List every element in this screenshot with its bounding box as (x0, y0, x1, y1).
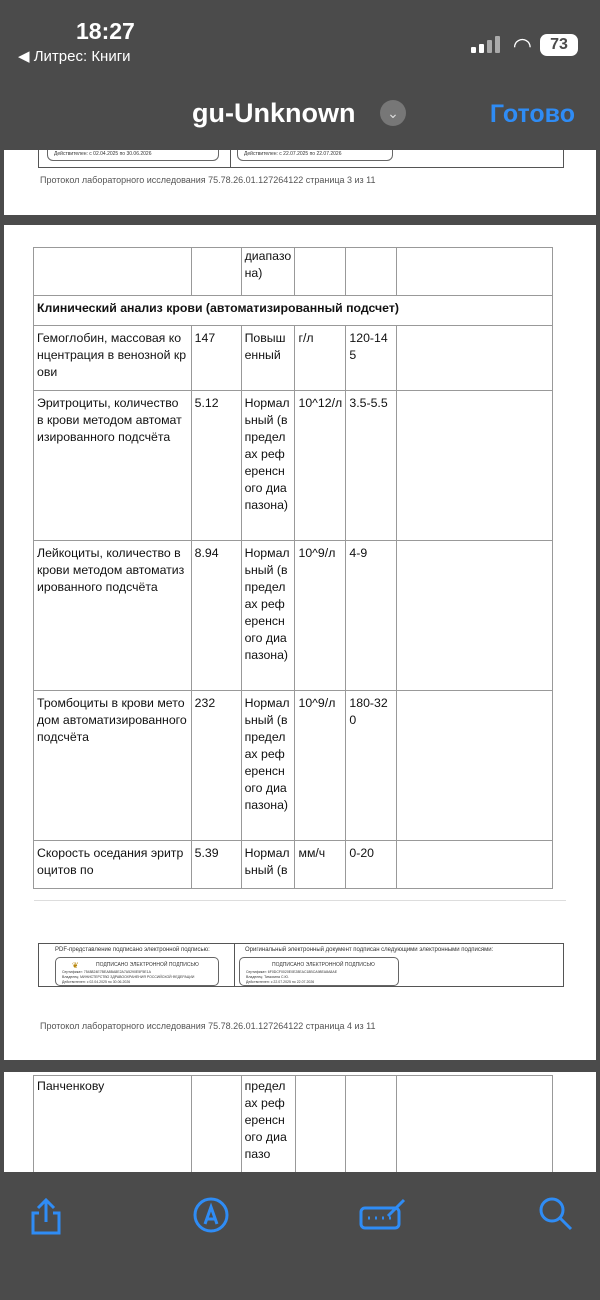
table-cell: Панченкову (34, 1076, 192, 1173)
signature-stamp (55, 957, 219, 986)
table-cell (295, 248, 346, 296)
table-cell: Эритроциты, количество в крови методом автоматизированного подсчёта (34, 391, 192, 541)
table-cell: Повышенный (241, 326, 295, 391)
table-cell (34, 248, 192, 296)
table-row (34, 541, 553, 691)
table-cell (346, 1076, 397, 1173)
table-cell (191, 1076, 241, 1173)
table-cell: 10^9/л (295, 691, 346, 841)
back-to-app[interactable]: ◀ Литрес: Книги (18, 48, 131, 65)
table-cell (397, 391, 553, 541)
table-cell: мм/ч (295, 841, 346, 889)
table-cell: 0-20 (346, 841, 397, 889)
table-cell: Нормальный (в (241, 841, 295, 889)
table-cell (346, 248, 397, 296)
bottom-toolbar (0, 1172, 600, 1300)
wifi-icon: ◠ (512, 33, 532, 58)
table-cell: 4-9 (346, 541, 397, 691)
table-cell: 10^9/л (295, 541, 346, 691)
emblem-icon: ❦ (72, 961, 79, 970)
clock: 18:27 (76, 18, 135, 44)
table-cell: 3.5-5.5 (346, 391, 397, 541)
validity-text: Действителен: с 22.07.2025 по 22.07.2026 (246, 980, 315, 984)
page-footer: Протокол лабораторного исследования 75.78.26.01.127264122 страница 4 из 11 (40, 1021, 376, 1031)
table-row (34, 326, 553, 391)
table-cell: 232 (191, 691, 241, 841)
table-cell: Нормальный (в пределах референсного диапазона) (241, 541, 295, 691)
table-cell: 5.12 (191, 391, 241, 541)
table-cell: Гемоглобин, массовая концентрация в венозной крови (34, 326, 192, 391)
done-button[interactable]: Готово (489, 100, 575, 128)
signature-heading: Оригинальный электронный документ подписан следующими электронными подписями: (245, 947, 494, 953)
table-cell: 8.94 (191, 541, 241, 691)
table-cell (295, 1076, 346, 1173)
search-icon[interactable] (538, 1196, 574, 1241)
nav-bar (0, 96, 600, 136)
owner-text: Владелец: МИНИСТЕРСТВО ЗДРАВООХРАНЕНИЯ РОССИЙСКОЙ ФЕДЕРАЦИИ (62, 975, 195, 979)
page-footer: Протокол лабораторного исследования 75.78.26.01.127264122 страница 3 из 11 (40, 175, 376, 185)
validity-text: Действителен: с 22.07.2025 по 22.07.2026 (244, 151, 342, 157)
pdf-page-3 (4, 150, 596, 215)
validity-text: Действителен: с 02.04.2025 по 30.06.2026 (54, 151, 152, 157)
signed-label: ПОДПИСАНО ЭЛЕКТРОННОЙ ПОДПИСЬЮ (96, 962, 199, 968)
table-cell: 147 (191, 326, 241, 391)
table-cell (191, 248, 241, 296)
results-table (33, 1075, 553, 1172)
table-cell: 180-320 (346, 691, 397, 841)
signature-stamp (239, 957, 399, 986)
certificate-text: Сертификат: 6F0DCF0020E0E28EAC18BCA98EA8A8AE (246, 970, 338, 974)
table-row (34, 391, 553, 541)
signed-label: ПОДПИСАНО ЭЛЕКТРОННОЙ ПОДПИСЬЮ (272, 962, 375, 968)
table-cell (397, 691, 553, 841)
signature-block (38, 943, 564, 987)
table-cell (397, 326, 553, 391)
table-cell (397, 841, 553, 889)
signature-heading: PDF-представление подписано электронной подписью: (55, 947, 210, 953)
table-cell: 5.39 (191, 841, 241, 889)
table-cell: пределах референсного диапазо (241, 1076, 295, 1173)
table-cell: 120-145 (346, 326, 397, 391)
table-cell: Скорость оседания эритроцитов по (34, 841, 192, 889)
signature-block (38, 150, 564, 168)
document-title[interactable]: gu-Unknown (192, 98, 356, 128)
section-header: Клинический анализ крови (автоматизированный подсчет) (34, 296, 553, 326)
table-cell: 10^12/л (295, 391, 346, 541)
owner-text: Владелец: Тимохина С.Ю. (246, 975, 289, 979)
cellular-signal-icon (471, 36, 500, 53)
pdf-page-4 (4, 225, 596, 1060)
table-row (34, 691, 553, 841)
table-cell: Нормальный (в пределах референсного диапазона) (241, 691, 295, 841)
results-table (33, 247, 553, 889)
certificate-text: Сертификат: 7548824E7BEA8BA8E2A7A5290E5F5E1A (62, 970, 151, 974)
battery-icon: 73 (540, 34, 578, 56)
table-cell: Тромбоциты в крови методом автоматизированного подсчёта (34, 691, 192, 841)
validity-text: Действителен: с 02.04.2025 по 30.06.2026 (62, 980, 131, 984)
page-divider (34, 900, 566, 901)
status-bar (0, 0, 600, 70)
table-cell: Лейкоциты, количество в крови методом автоматизированного подсчёта (34, 541, 192, 691)
table-cell (397, 541, 553, 691)
pdf-page-5 (4, 1072, 596, 1172)
table-cell: диапазона) (241, 248, 295, 296)
share-icon[interactable] (28, 1196, 64, 1245)
table-row (34, 841, 553, 889)
chevron-down-icon[interactable]: ⌄ (380, 100, 406, 126)
table-cell (397, 1076, 553, 1173)
signature-icon[interactable] (358, 1196, 408, 1241)
markup-icon[interactable] (192, 1196, 230, 1243)
table-cell: Нормальный (в пределах референсного диапазона) (241, 391, 295, 541)
table-cell (397, 248, 553, 296)
table-cell: г/л (295, 326, 346, 391)
